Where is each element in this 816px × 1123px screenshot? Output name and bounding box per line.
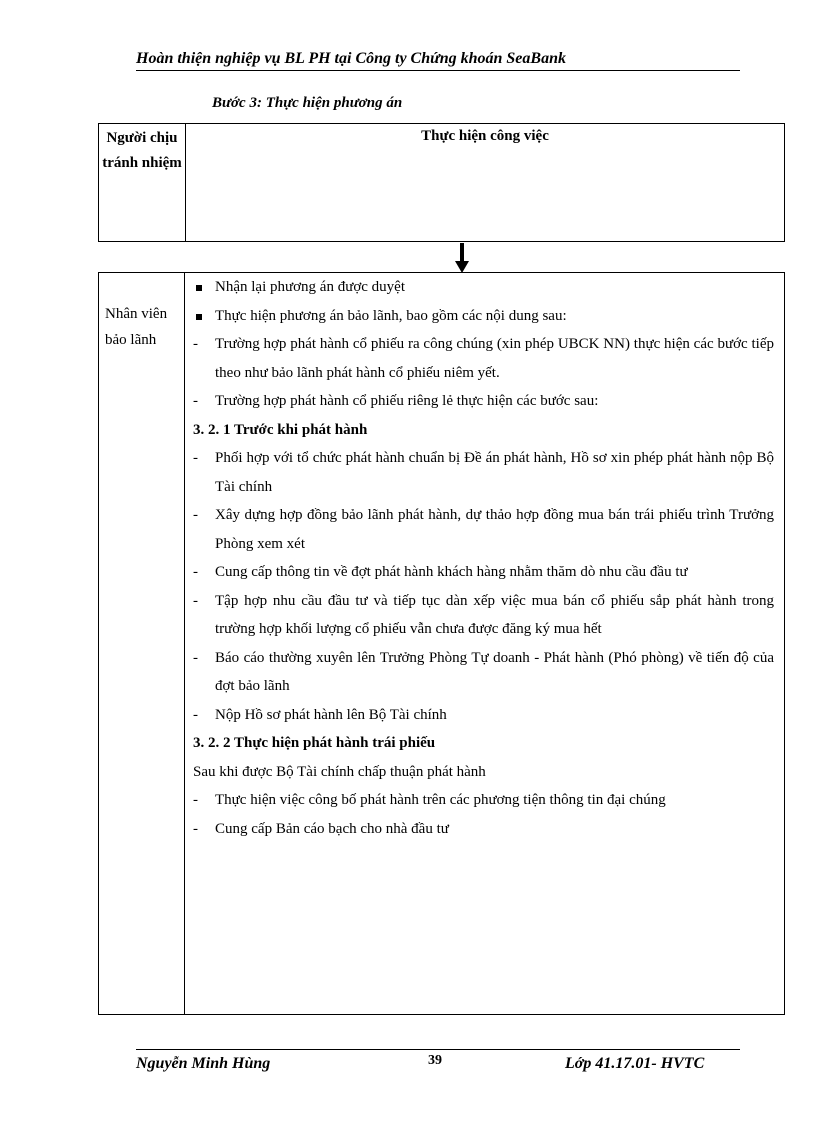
responsible-column-header: Người chịu tránh nhiệm <box>99 124 186 241</box>
square-bullet-icon <box>193 273 211 302</box>
down-arrow-icon <box>455 243 469 273</box>
list-item <box>193 330 774 387</box>
list-item <box>193 558 774 587</box>
section-heading <box>193 729 774 758</box>
list-item-text: Trường hợp phát hành cổ phiếu ra công chúng (xin phép UBCK NN) thực hiện các bước tiếp theo như bảo lãnh phát hành cổ phiếu niêm yết. <box>215 336 774 381</box>
step-title: Bước 3: Thực hiện phương án <box>212 95 403 111</box>
dash-bullet: - <box>193 592 198 609</box>
footer-class: Lớp 41.17.01- HVTC <box>565 1055 705 1072</box>
list-item-text: Xây dựng hợp đồng bảo lãnh phát hành, dự thảo hợp đồng mua bán trái phiếu trình Trưởng Phòng xem xét <box>215 507 774 552</box>
list-item <box>193 587 774 644</box>
task-table <box>98 272 785 1015</box>
list-item-text: Nhận lại phương án được duyệt <box>215 279 405 295</box>
dash-bullet: - <box>193 649 198 666</box>
footer-divider <box>136 1049 740 1050</box>
responsible-cell: Nhân viên bảo lãnh <box>99 273 185 1014</box>
dash-bullet: - <box>193 450 198 466</box>
dash-bullet: - <box>193 706 198 723</box>
list-item-text: Cung cấp Bản cáo bạch cho nhà đầu tư <box>215 820 449 837</box>
dash-bullet: - <box>193 336 198 352</box>
list-item-text: 3. 2. 1 Trước khi phát hành <box>193 421 368 438</box>
list-item-text: Cung cấp thông tin về đợt phát hành khách hàng nhằm thăm dò nhu cầu đầu tư <box>215 564 688 580</box>
list-item-text: Báo cáo thường xuyên lên Trưởng Phòng Tự doanh - Phát hành (Phó phòng) về tiến độ của đợt bảo lãnh <box>215 649 774 694</box>
dash-bullet: - <box>193 820 198 837</box>
list-item-text: Phối hợp với tổ chức phát hành chuẩn bị Đề án phát hành, Hồ sơ xin phép phát hành nộp Bộ Tài chính <box>215 450 774 495</box>
dash-bullet: - <box>193 792 198 808</box>
dash-bullet: - <box>193 564 198 580</box>
list-item <box>193 786 774 815</box>
list-item <box>193 701 774 730</box>
list-item-text: 3. 2. 2 Thực hiện phát hành trái phiếu <box>193 735 436 751</box>
list-item-text: Thực hiện phương án bảo lãnh, bao gồm các nội dung sau: <box>215 307 567 324</box>
list-item <box>193 302 774 331</box>
table-header <box>98 123 785 242</box>
page-number: 39 <box>428 1053 442 1068</box>
list-item <box>193 644 774 701</box>
list-item <box>193 387 774 416</box>
page-header: Hoàn thiện nghiệp vụ BL PH tại Công ty Chứng khoán SeaBank <box>136 50 740 71</box>
list-item <box>193 501 774 558</box>
task-column-header: Thực hiện công việc <box>421 128 549 144</box>
list-item <box>193 758 774 787</box>
footer-author: Nguyễn Minh Hùng <box>136 1055 271 1072</box>
list-item-text: Nộp Hồ sơ phát hành lên Bộ Tài chính <box>215 706 447 723</box>
list-item <box>193 444 774 501</box>
dash-bullet: - <box>193 507 198 523</box>
list-item-text: Tập hợp nhu cầu đầu tư và tiếp tục dàn xếp việc mua bán cổ phiếu sắp phát hành trong trường hợp khối lượng cổ phiếu vẫn chưa được đăng ký mua hết <box>215 592 774 637</box>
section-heading <box>193 416 774 445</box>
list-item-text: Sau khi được Bộ Tài chính chấp thuận phát hành <box>193 763 486 780</box>
dash-bullet: - <box>193 393 198 409</box>
task-list <box>185 273 784 1014</box>
list-item-text: Thực hiện việc công bố phát hành trên các phương tiện thông tin đại chúng <box>215 792 666 808</box>
list-item-text: Trường hợp phát hành cổ phiếu riêng lẻ thực hiện các bước sau: <box>215 393 599 409</box>
square-bullet-icon <box>193 302 211 331</box>
list-item <box>193 815 774 844</box>
list-item <box>193 273 774 302</box>
